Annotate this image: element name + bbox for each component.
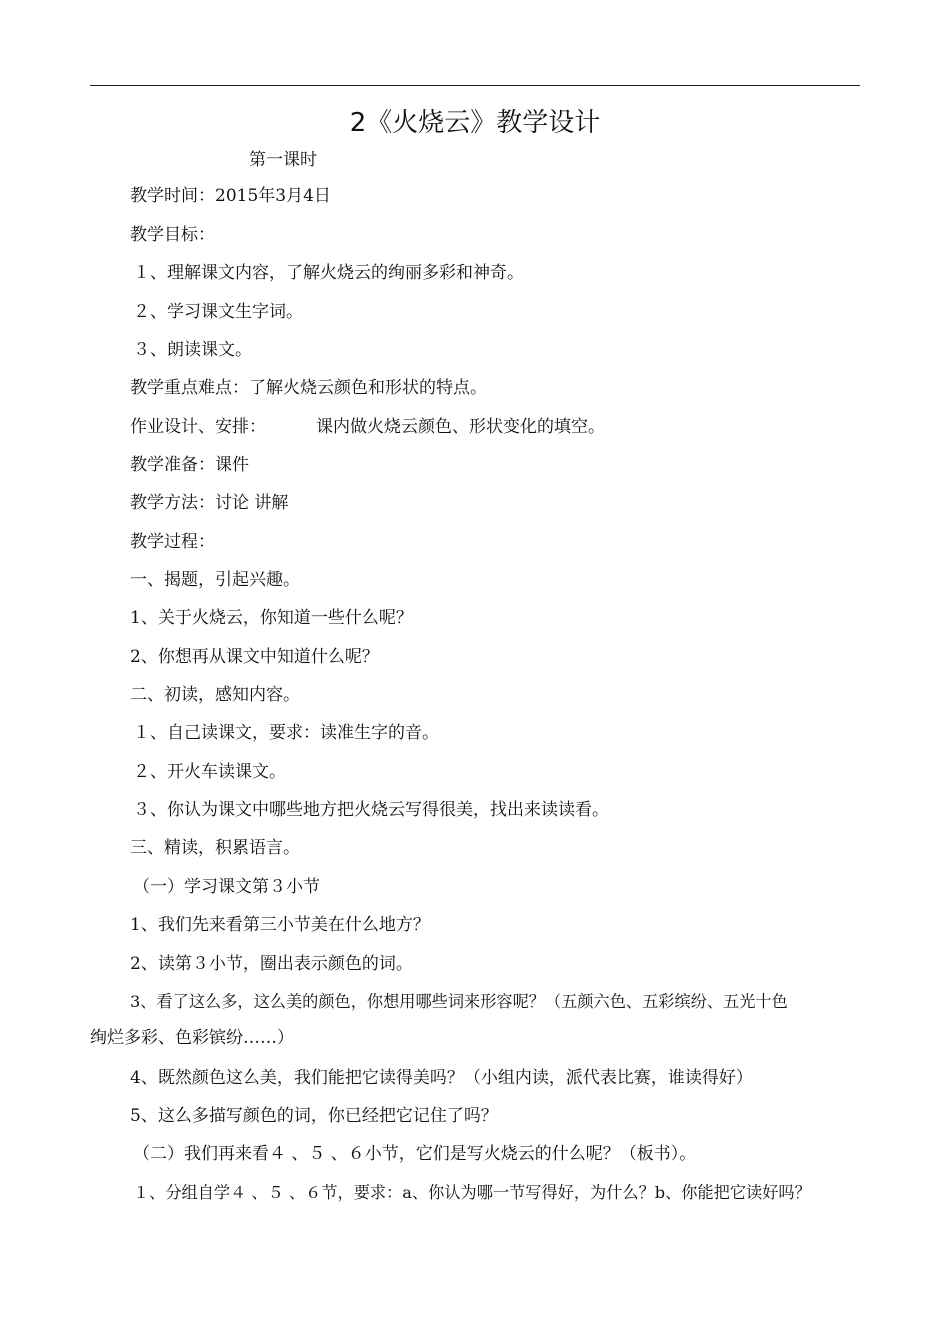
header-rule <box>90 85 860 86</box>
teaching-process-heading: 教学过程： <box>130 532 215 552</box>
goal-item: ２、学习课文生字词。 <box>133 302 303 322</box>
section-heading: 三、精读，积累语言。 <box>130 838 300 858</box>
homework-content: 课内做火烧云颜色、形状变化的填空。 <box>316 417 605 437</box>
goal-item: ３、朗读课文。 <box>133 340 252 360</box>
process-item: 3、看了这么多，这么美的颜色，你想用哪些词来形容呢？（五颜六色、五彩缤纷、五光十色 <box>130 992 788 1011</box>
process-item: ２、开火车读课文。 <box>133 762 286 782</box>
subsection-heading: （一）学习课文第３小节 <box>133 877 320 897</box>
process-item: １、自己读课文，要求：读准生字的音。 <box>133 723 439 743</box>
teaching-method: 教学方法：讨论 讲解 <box>130 493 289 513</box>
process-item: ３、你认为课文中哪些地方把火烧云写得很美，找出来读读看。 <box>133 800 609 820</box>
process-item: 2、你想再从课文中知道什么呢？ <box>130 647 379 667</box>
process-item: 4、既然颜色这么美，我们能把它读得美吗？（小组内读，派代表比赛，谁读得好） <box>130 1068 753 1088</box>
teaching-time: 教学时间：2015年3月4日 <box>130 186 331 206</box>
process-item-continued: 绚烂多彩、色彩镔纷……） <box>90 1028 294 1048</box>
process-item: １、分组自学４ 、５ 、６节，要求：a、你认为哪一节写得好，为什么？b、你能把它读好吗？ <box>133 1183 811 1202</box>
key-points: 教学重点难点：了解火烧云颜色和形状的特点。 <box>130 378 487 398</box>
document-title: 2《火烧云》教学设计 <box>349 108 601 138</box>
teaching-goals-heading: 教学目标： <box>130 225 215 245</box>
homework-design <box>130 416 605 438</box>
subsection-heading: （二）我们再来看４ 、５ 、６小节，它们是写火烧云的什么呢？（板书）。 <box>133 1144 697 1164</box>
process-item: 1、我们先来看第三小节美在什么地方？ <box>130 915 430 935</box>
section-heading: 一、揭题，引起兴趣。 <box>130 570 300 590</box>
section-heading: 二、初读，感知内容。 <box>130 685 300 705</box>
lesson-period: 第一课时 <box>249 150 317 170</box>
process-item: 2、读第３小节，圈出表示颜色的词。 <box>130 954 413 974</box>
goal-item: １、理解课文内容，了解火烧云的绚丽多彩和神奇。 <box>133 263 524 283</box>
teaching-preparation: 教学准备：课件 <box>130 455 249 475</box>
homework-label: 作业设计、安排： <box>130 417 266 437</box>
process-item: 5、这么多描写颜色的词，你已经把它记住了吗？ <box>130 1106 498 1126</box>
process-item: 1、关于火烧云，你知道一些什么呢？ <box>130 608 413 628</box>
